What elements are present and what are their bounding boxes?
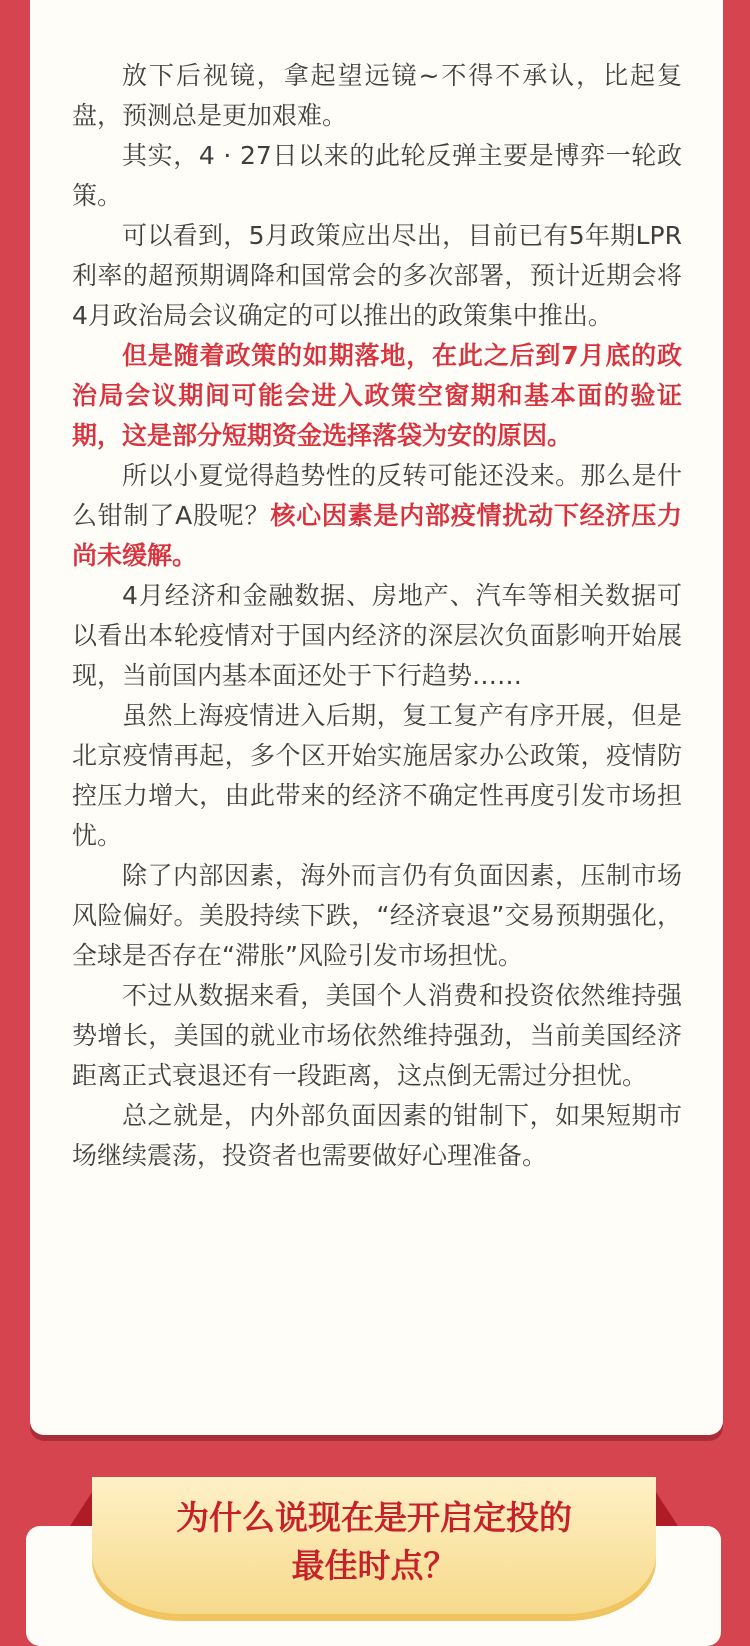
article-paragraph [72, 56, 682, 136]
paragraph-text: 其实，4 · 27日以来的此轮反弹主要是博弈一轮政策。 [72, 141, 682, 210]
article-paragraph [72, 216, 682, 336]
paragraph-text: 不过从数据来看，美国个人消费和投资依然维持强势增长，美国的就业市场依然维持强劲，当前美国经济距离正式衰退还有一段距离，这点倒无需过分担忧。 [72, 981, 682, 1090]
highlighted-text: 核心因素是内部疫情扰动下经济压力尚未缓解。 [72, 501, 682, 570]
paragraph-text: 除了内部因素，海外而言仍有负面因素，压制市场风险偏好。美股持续下跌，“经济衰退”交易预期强化，全球是否存在“滞胀”风险引发市场担忧。 [72, 861, 682, 970]
article-paragraph [72, 1096, 682, 1176]
article-paragraph [72, 456, 682, 576]
article-paragraph [72, 336, 682, 456]
paragraph-text: 所以小夏觉得趋势性的反转可能还没来。那么是什么钳制了A股呢？ [72, 461, 682, 530]
article-paragraph [72, 576, 682, 696]
paragraph-text: 放下后视镜，拿起望远镜~不得不承认，比起复盘，预测总是更加艰难。 [72, 61, 682, 130]
paragraph-text: 可以看到，5月政策应出尽出，目前已有5年期LPR利率的超预期调降和国常会的多次部署，预计近期会将4月政治局会议确定的可以推出的政策集中推出。 [72, 221, 682, 330]
paragraph-text: 总之就是，内外部负面因素的钳制下，如果短期市场继续震荡，投资者也需要做好心理准备。 [72, 1101, 682, 1170]
section-title-line2: 最佳时点？ [291, 1546, 457, 1585]
article-paragraph [72, 136, 682, 216]
article-paragraph [72, 976, 682, 1096]
highlighted-text: 但是随着政策的如期落地，在此之后到7月底的政治局会议期间可能会进入政策空窗期和基本面的验证期，这是部分短期资金选择落袋为安的原因。 [72, 341, 682, 450]
paragraph-text: 4月经济和金融数据、房地产、汽车等相关数据可以看出本轮疫情对于国内经济的深层次负面影响开始展现，当前国内基本面还处于下行趋势…… [72, 581, 682, 690]
article-paragraph [72, 856, 682, 976]
paragraph-text: 虽然上海疫情进入后期，复工复产有序开展，但是北京疫情再起，多个区开始实施居家办公政策，疫情防控压力增大，由此带来的经济不确定性再度引发市场担忧。 [72, 701, 682, 850]
section-title [92, 1494, 656, 1590]
section-title-line1: 为什么说现在是开启定投的 [176, 1498, 572, 1537]
article-body [72, 56, 682, 1176]
article-paragraph [72, 696, 682, 856]
